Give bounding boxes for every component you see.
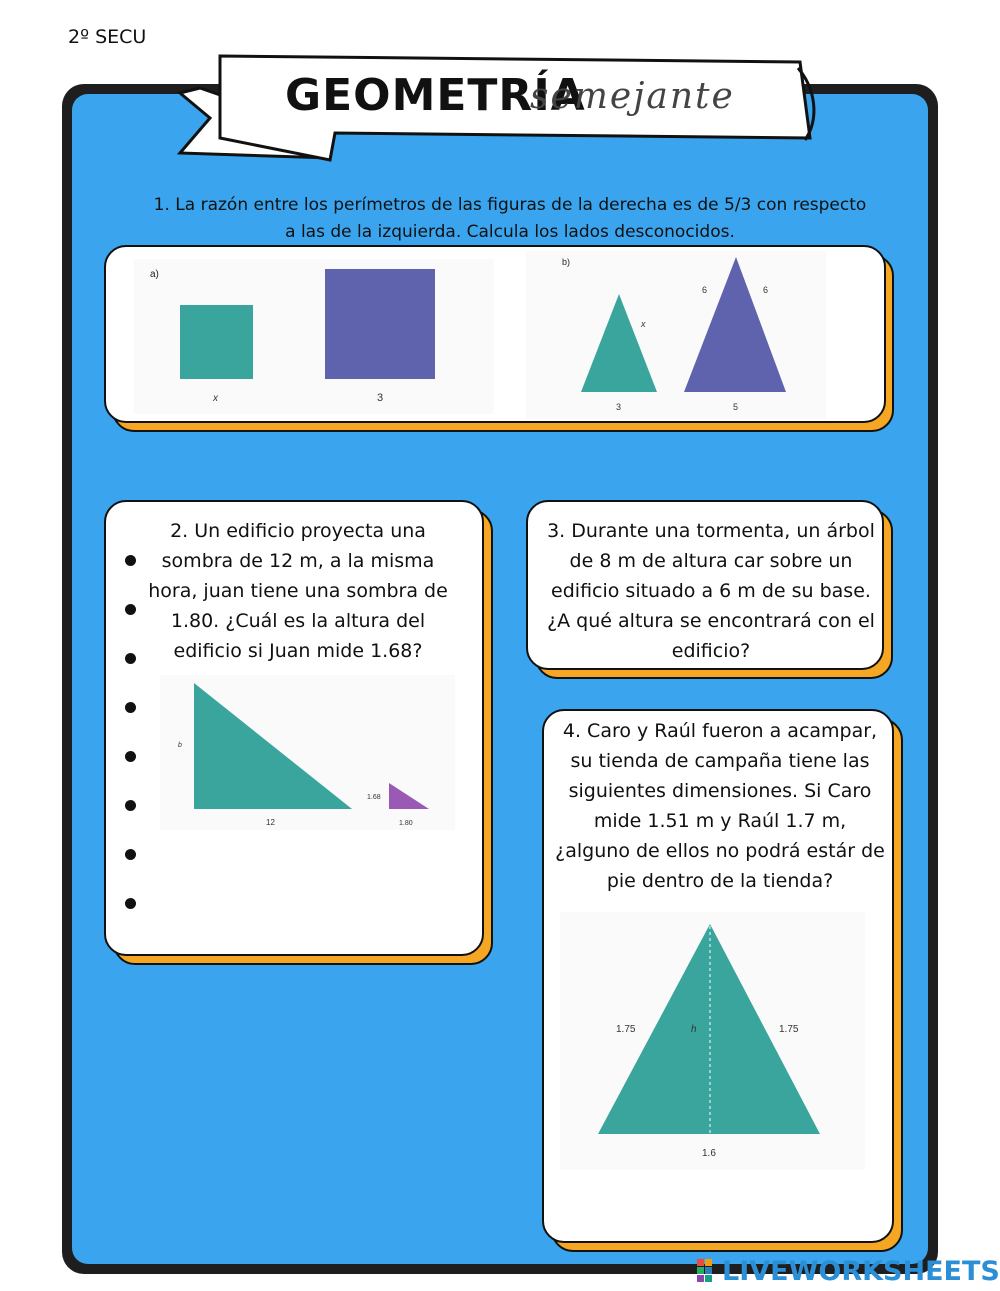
bullet <box>125 849 136 860</box>
small-square <box>180 305 253 379</box>
bullet <box>125 702 136 713</box>
title-script: semejante <box>530 76 735 117</box>
bullet <box>125 898 136 909</box>
tent-right-side: 1.75 <box>779 1024 799 1035</box>
tent-left-side: 1.75 <box>616 1024 636 1035</box>
question-1-text: 1. La razón entre los perímetros de las figuras de la derecha es de 5/3 con respecto a las de la izquierda. Calcula los lados desconocidos. <box>153 195 867 242</box>
question-1-figures <box>106 247 884 421</box>
building-height: b <box>178 742 182 749</box>
small-triangle-base: 3 <box>616 402 622 412</box>
question-3-text: 3. Durante una tormenta, un árbol de 8 m de altura car sobre un edificio situado a 6 m de su base. ¿A qué altura se encontrará con el edificio? <box>547 520 875 662</box>
bullet <box>125 800 136 811</box>
large-square <box>325 269 435 379</box>
part-a-label: a) <box>150 269 159 280</box>
question-1-card <box>104 245 886 423</box>
large-square-side: 3 <box>377 392 384 404</box>
question-2-text: 2. Un edificio proyecta una sombra de 12 m, a la misma hora, juan tiene una sombra de 1.80. ¿Cuál es la altura del edificio si Juan mide 1.68? <box>148 520 448 662</box>
large-triangle-left: 6 <box>702 285 708 295</box>
tent-height: h <box>691 1024 697 1035</box>
part-b-label: b) <box>562 257 571 267</box>
person-height: 1.68 <box>367 794 381 801</box>
liveworksheets-logo-icon <box>697 1259 721 1283</box>
large-triangle-base: 5 <box>733 402 739 412</box>
tent-base: 1.6 <box>702 1148 716 1159</box>
bullet <box>125 555 136 566</box>
bullet <box>125 751 136 762</box>
question-4-text: 4. Caro y Raúl fueron a acampar, su tienda de campaña tiene las siguientes dimensiones. Si Caro mide 1.51 m y Raúl 1.7 m, ¿alguno de ellos no podrá estár de pie dentro de la tienda? <box>555 720 885 892</box>
bullet <box>125 604 136 615</box>
grade-label: 2º SECU <box>68 26 147 48</box>
person-shadow: 1.80 <box>399 820 413 827</box>
bullet <box>125 653 136 664</box>
question-4-figure <box>560 912 865 1170</box>
question-2-figure <box>160 675 455 830</box>
title-main: GEOMETRÍA <box>285 70 586 121</box>
liveworksheets-brand[interactable]: LIVEWORKSHEETS <box>722 1256 1000 1287</box>
building-shadow: 12 <box>266 818 275 827</box>
small-triangle-side: x <box>641 319 646 329</box>
large-triangle-right: 6 <box>763 285 769 295</box>
small-square-side: x <box>213 393 218 404</box>
